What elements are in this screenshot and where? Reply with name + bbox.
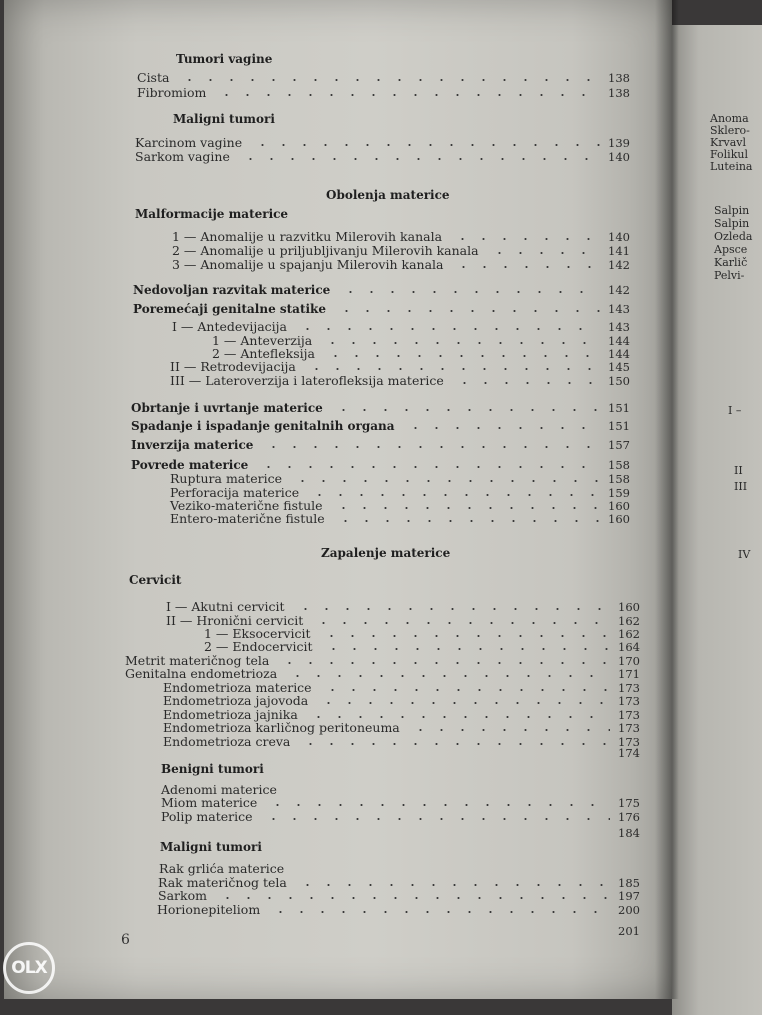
toc-entry-title: Sarkom vagine [135,149,230,164]
page-number: 6 [121,932,130,948]
toc-entry-page: 174 [618,746,640,760]
toc-entry-title: 1 — Eksocervicit [204,626,311,641]
toc-section-heading: Cervicit [129,573,182,587]
toc-dot-leader [263,446,600,448]
toc-dot-leader [287,675,610,677]
toc-dot-leader [410,729,610,731]
toc-entry-title: Rak materičnog tela [158,875,287,890]
toc-entry-title: Poremećaji genitalne statike [133,302,327,316]
toc-entry-title: I — Antedevijacija [172,319,287,334]
adjacent-page-fragment: Karlič [714,256,748,269]
toc-entry-title: Spadanje i ispadanje genitalnih organa [131,419,395,433]
toc-entry-page: 201 [618,924,640,938]
toc-dot-leader [325,355,600,357]
toc-entry-title: III — Lateroverzija i lateroﬂeksija materice [170,373,444,388]
toc-dot-leader [321,635,611,637]
adjacent-page-fragment: Ozleda [714,230,753,243]
toc-dot-leader [279,662,610,664]
toc-entry-title: Povrede materice [131,458,249,472]
toc-dot-leader [405,427,600,429]
toc-dot-leader [322,342,600,344]
toc-dot-leader [333,409,600,411]
toc-entry-title: Obrtanje i uvrtanje materice [131,401,323,415]
toc-dot-leader [322,689,610,691]
toc-entry-page: 173 [618,735,640,749]
toc-dot-leader [179,79,600,81]
toc-section-heading: Zapalenje materice [321,546,451,560]
toc-entry-page: 158 [608,458,630,472]
toc-entry-page: 144 [608,334,630,348]
toc-entry-title: Miom materice [161,795,258,810]
adjacent-page [672,25,762,1015]
toc-entry-title: Rak grlića materice [159,861,285,876]
toc-entry-title: Metrit materičnog tela [125,653,270,668]
toc-entry-page: 185 [618,876,640,890]
toc-dot-leader [452,238,600,240]
adjacent-page-fragment: I – [728,404,742,417]
adjacent-page-fragment: Folikul [710,148,748,161]
toc-entry-page: 143 [608,302,630,316]
toc-dot-leader [270,911,610,913]
toc-entry-page: 164 [618,640,640,654]
toc-entry-page: 151 [608,401,630,415]
toc-dot-leader [308,716,610,718]
toc-entry-title: 3 — Anomalije u spajanju Milerovih kanala [172,257,444,272]
toc-entry-page: 160 [608,499,630,513]
toc-entry-title: 1 — Anomalije u razvitku Milerovih kanala [172,229,443,244]
toc-entry-page: 162 [618,627,640,641]
toc-entry-page: 173 [618,708,640,722]
adjacent-page-fragment: Anoma [710,112,749,125]
toc-entry-page: 157 [608,438,630,452]
toc-entry-title: Sarkom [158,888,207,903]
toc-dot-leader [297,884,610,886]
toc-entry-page: 162 [618,614,640,628]
adjacent-page-fragment: Salpin [714,217,750,230]
toc-entry-page: 142 [608,283,630,297]
toc-section-heading: Malformacije materice [135,207,289,221]
toc-entry-page: 173 [618,694,640,708]
toc-entry-page: 176 [618,810,640,824]
toc-dot-leader [240,158,600,160]
toc-entry-title: Inverzija materice [131,438,254,452]
toc-dot-leader [306,368,600,370]
toc-dot-leader [454,382,600,384]
toc-entry-title: 2 — Anomalije u priljubljivanju Milerovih kanala [172,243,479,258]
toc-entry-title: 2 — Antefleksija [212,346,315,361]
toc-entry-page: 159 [608,486,630,500]
toc-entry-page: 170 [618,654,640,668]
toc-dot-leader [297,328,600,330]
toc-dot-leader [300,743,610,745]
toc-entry-title: I — Akutni cervicit [166,599,285,614]
toc-entry-page: 138 [608,71,630,85]
toc-section-heading: Maligni tumori [160,840,262,854]
toc-entry-title: II — Retrodevijacija [170,359,296,374]
toc-entry-title: Genitalna endometrioza [125,666,278,681]
toc-entry-title: Fibromiom [137,85,207,100]
toc-entry-title: Endometrioza materice [163,680,312,695]
toc-entry-page: 160 [618,600,640,614]
toc-entry-page: 160 [608,512,630,526]
toc-dot-leader [295,608,610,610]
toc-section-heading: Tumori vagine [176,52,273,66]
adjacent-page-fragment: Pelvi- [714,269,745,282]
toc-entry-page: 143 [608,320,630,334]
adjacent-page-fragment: II [734,464,743,477]
toc-entry-page: 140 [608,150,630,164]
toc-entry-page: 139 [608,136,630,150]
toc-dot-leader [217,897,610,899]
toc-entry-title: Endometrioza karličnog peritoneuma [163,720,400,735]
toc-dot-leader [258,466,600,468]
toc-entry-page: 184 [618,826,640,840]
toc-dot-leader [453,266,600,268]
toc-section-heading: Obolenja materice [326,188,450,202]
adjacent-page-fragment: Sklero- [710,124,750,137]
toc-section-heading: Benigni tumori [161,762,264,776]
toc-entry-page: 171 [618,667,640,681]
toc-entry-page: 145 [608,360,630,374]
toc-entry-page: 140 [608,230,630,244]
toc-entry-title: Endometrioza jajnika [163,707,298,722]
toc-dot-leader [309,494,600,496]
toc-entry-page: 151 [608,419,630,433]
toc-entry-page: 150 [608,374,630,388]
toc-entry-title: II — Hronični cervicit [166,613,304,628]
toc-entry-page: 200 [618,903,640,917]
toc-entry-title: 2 — Endocervicit [204,639,313,654]
toc-entry-title: Endometrioza creva [163,734,291,749]
toc-dot-leader [318,702,610,704]
toc-entry-title: Nedovoljan razvitak materice [133,283,331,297]
toc-entry-page: 197 [618,889,640,903]
toc-dot-leader [252,144,600,146]
adjacent-page-fragment: Krvavl [710,136,746,149]
toc-entry-page: 173 [618,681,640,695]
toc-entry-page: 158 [608,472,630,486]
toc-entry-page: 138 [608,86,630,100]
toc-entry-title: Polip materice [161,809,253,824]
toc-dot-leader [263,818,611,820]
book-gutter [655,0,679,999]
adjacent-page-fragment: IV [738,548,751,561]
toc-entry-title: Entero-materične fistule [170,511,325,526]
toc-entry-page: 141 [608,244,630,258]
toc-entry-title: 1 — Anteverzija [212,333,313,348]
toc-dot-leader [335,520,600,522]
toc-entry-page: 142 [608,258,630,272]
toc-entry-title: Ruptura materice [170,471,283,486]
toc-section-heading: Maligni tumori [173,112,275,126]
toc-dot-leader [489,252,600,254]
toc-entry-title: Karcinom vagine [135,135,243,150]
toc-entry-page: 144 [608,347,630,361]
adjacent-page-fragment: Apsce [714,243,748,256]
toc-entry-page: 175 [618,796,640,810]
adjacent-page-fragment: Salpin [714,204,750,217]
book-page [4,0,672,999]
toc-entry-title: Endometrioza jajovoda [163,693,309,708]
toc-dot-leader [216,94,600,96]
toc-dot-leader [313,622,610,624]
toc-entry-title: Horionepiteliom [157,902,261,917]
adjacent-page-fragment: Luteina [710,160,753,173]
toc-dot-leader [333,507,600,509]
toc-dot-leader [292,480,600,482]
olx-watermark-logo: OLX [3,942,55,994]
toc-entry-title: Cista [137,70,170,85]
toc-dot-leader [336,310,600,312]
adjacent-page-fragment: III [734,480,748,493]
toc-entry-title: Perforacija materice [170,485,300,500]
toc-entry-title: Adenomi materice [161,782,277,797]
toc-entry-page: 173 [618,721,640,735]
toc-dot-leader [323,648,610,650]
toc-entry-title: Veziko-materične fistule [170,498,323,513]
toc-dot-leader [267,804,610,806]
toc-dot-leader [340,291,600,293]
